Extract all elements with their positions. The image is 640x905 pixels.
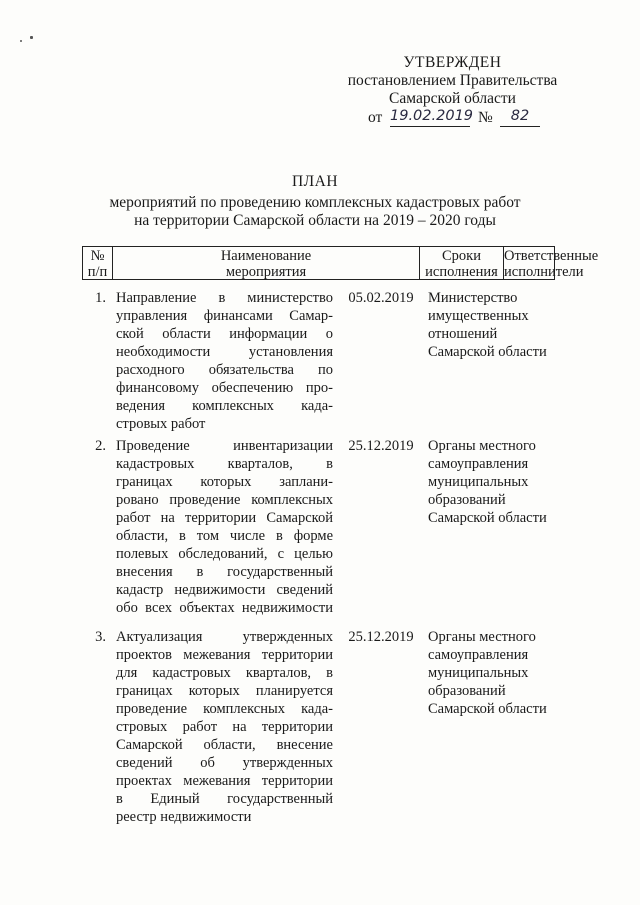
- document-title: [90, 173, 540, 230]
- title-line-1: мероприятий по проведению комплексных кадастровых работ: [109, 194, 521, 211]
- approval-line-2: Самарской области: [389, 90, 516, 107]
- responsible-line: отношений: [428, 326, 498, 342]
- responsible-line: Органы местного: [428, 629, 536, 645]
- responsible-line: образований: [428, 683, 506, 699]
- activity-line: сведений об утвержденных: [116, 755, 333, 771]
- activity-line: стровых работ на территории: [116, 719, 333, 735]
- activity-line: реестр недвижимости: [116, 809, 252, 825]
- responsible-line: самоуправления: [428, 647, 529, 663]
- activity-line: Проведение инвентаризации: [116, 438, 333, 454]
- header-name-line-1: Наименование: [220, 248, 312, 264]
- activity-line: обо всех объектах недвижимости: [116, 600, 333, 616]
- responsible-line: муниципальных: [428, 474, 529, 490]
- responsible-line: самоуправления: [428, 456, 529, 472]
- header-num-line-1: №: [90, 248, 105, 264]
- row-responsible: [428, 437, 558, 527]
- row-number: 2.: [95, 438, 106, 454]
- header-num: [83, 247, 113, 279]
- scan-speck: [30, 36, 33, 39]
- activity-line: работ на территории Самарской: [116, 510, 333, 526]
- activity-line: кадастр недвижимости сведений: [116, 582, 333, 598]
- approval-heading: УТВЕРЖДЕН: [403, 54, 502, 71]
- row-responsible: [428, 628, 558, 718]
- activity-line: проектов межевания территории: [116, 647, 333, 663]
- row-number: 3.: [95, 629, 106, 645]
- row-number: 1.: [95, 290, 106, 306]
- approval-line-1: постановлением Правительства: [347, 72, 558, 89]
- row-activity: [116, 628, 333, 826]
- header-terms-line-2: исполнения: [425, 264, 498, 280]
- header-num-line-2: п/п: [87, 264, 108, 280]
- activity-line: границах которых заплани-: [116, 474, 333, 490]
- number-label: №: [478, 109, 493, 126]
- row-deadline: 25.12.2019: [348, 438, 414, 454]
- activity-line: ровано проведение комплексных: [116, 492, 333, 508]
- activity-line: в Единый государственный: [116, 791, 333, 807]
- activity-line: ской области информации о: [116, 326, 333, 342]
- title-plan: ПЛАН: [291, 173, 339, 190]
- responsible-line: Самарской области: [428, 701, 547, 717]
- activity-line: границах которых планируется: [116, 683, 333, 699]
- header-name: [113, 247, 420, 279]
- row-deadline: 25.12.2019: [348, 629, 414, 645]
- handwritten-number: 82: [500, 106, 540, 127]
- header-resp-line-2: исполнители: [504, 264, 584, 280]
- from-label: от: [368, 109, 383, 126]
- activity-line: проведение комплексных када-: [116, 701, 333, 717]
- row-activity: [116, 289, 333, 433]
- activity-line: финансовому обеспечению про-: [116, 380, 333, 396]
- responsible-line: Министерство: [428, 290, 518, 306]
- row-activity: [116, 437, 333, 617]
- header-resp: [504, 247, 599, 280]
- responsible-line: имущественных: [428, 308, 529, 324]
- responsible-line: муниципальных: [428, 665, 529, 681]
- responsible-line: Самарской области: [428, 510, 547, 526]
- activity-line: проектах межевания территории: [116, 773, 333, 789]
- activity-line: управления финансами Самар-: [116, 308, 333, 324]
- activity-line: Самарской области, внесение: [116, 737, 333, 753]
- row-responsible: [428, 289, 558, 361]
- approval-block: [330, 54, 575, 129]
- scan-speck: [20, 40, 22, 42]
- activity-line: полевых обследований, с целью: [116, 546, 333, 562]
- row-deadline: 05.02.2019: [348, 290, 414, 306]
- activity-line: стровых работ: [116, 416, 206, 432]
- activity-line: для кадастровых кварталов, в: [116, 665, 333, 681]
- header-terms: [420, 247, 504, 279]
- responsible-line: образований: [428, 492, 506, 508]
- activity-line: расходного обязательства по: [116, 362, 333, 378]
- header-terms-line-1: Сроки: [442, 248, 481, 264]
- header-name-line-2: мероприятия: [225, 264, 307, 280]
- activity-line: необходимости установления: [116, 344, 333, 360]
- responsible-line: Органы местного: [428, 438, 536, 454]
- activity-line: Направление в министерство: [116, 290, 333, 306]
- title-line-2: на территории Самарской области на 2019 – 2020 годы: [134, 212, 496, 229]
- activity-line: ведения комплексных када-: [116, 398, 333, 414]
- activity-line: внесения в государственный: [116, 564, 333, 580]
- responsible-line: Самарской области: [428, 344, 547, 360]
- table-header: [82, 246, 599, 280]
- handwritten-date: 19.02.2019: [390, 106, 470, 127]
- activity-line: Актуализация утвержденных: [116, 629, 333, 645]
- approval-date-line: [330, 109, 575, 129]
- header-resp-line-1: Ответственные: [504, 248, 599, 264]
- activity-line: области, в том числе в форме: [116, 528, 333, 544]
- activity-line: кадастровых кварталов, в: [116, 456, 333, 472]
